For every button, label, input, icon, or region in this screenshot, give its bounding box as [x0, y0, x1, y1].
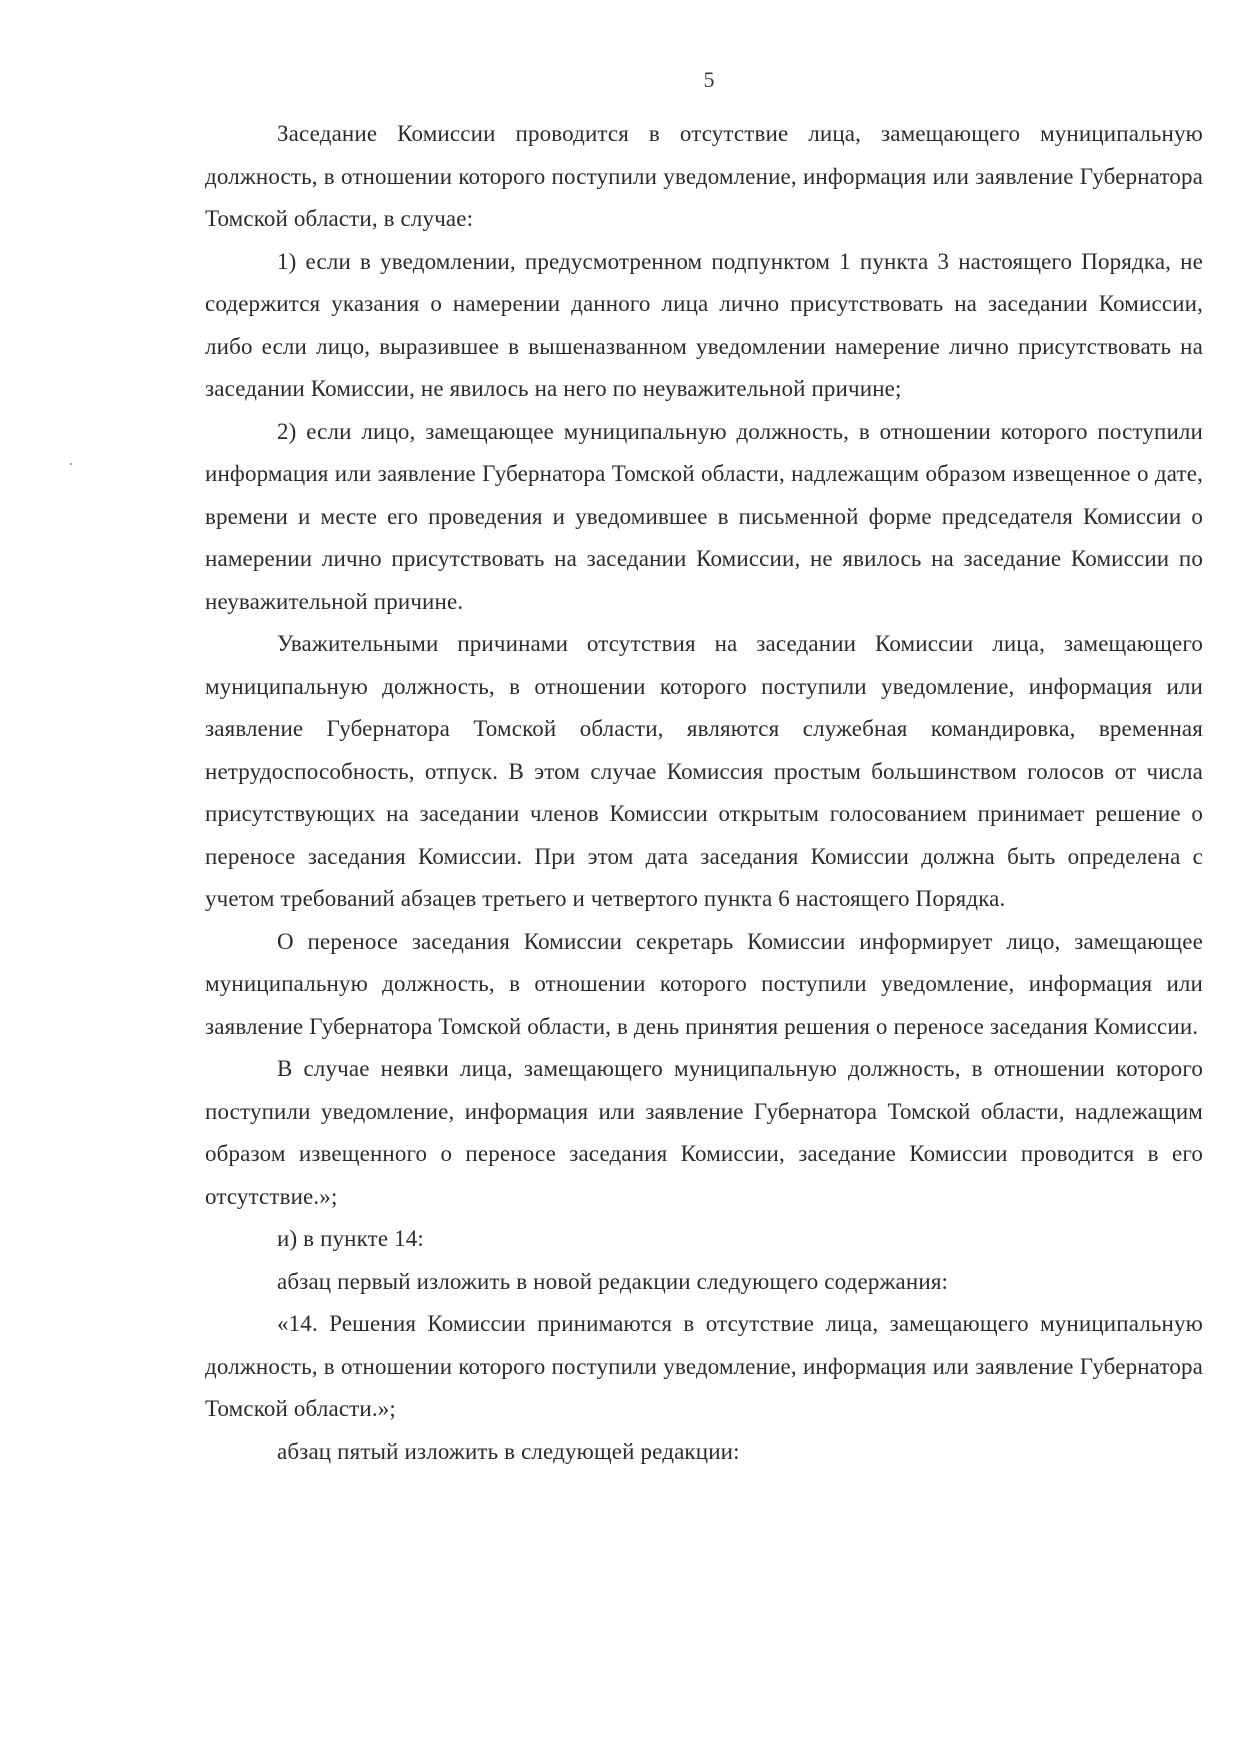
paragraph-decisions-14: «14. Решения Комиссии принимаются в отсутствие лица, замещающего муниципальную должность, в отношении которого поступили уведомление, информация или заявление Губернатора Томской области.»; — [205, 1311, 1203, 1421]
paragraph-case-2: 2) если лицо, замещающее муниципальную должность, в отношении которого поступили информация или заявление Губернатора Томской области, надлежащим образом извещенное о дате, времени и месте его проведения и уведомившее в письменной форме председателя Комиссии о намерении лично присутствовать на заседании Комиссии, не явилось на заседание Комиссии по неуважительной причине. — [205, 418, 1203, 614]
paragraph-non-appearance: В случае неявки лица, замещающего муниципальную должность, в отношении которого поступили уведомление, информация или заявление Губернатора Томской области, надлежащим образом извещенного о переносе заседания Комиссии, заседание Комиссии проводится в его отсутствие.»; — [205, 1056, 1203, 1209]
paragraph-postponement-notice: О переносе заседания Комиссии секретарь Комиссии информирует лицо, замещающее муниципальную должность, в отношении которого поступили уведомление, информация или заявление Губернатора Томской области, в день принятия решения о переносе заседания Комиссии. — [205, 928, 1203, 1039]
document-body — [205, 113, 1203, 1473]
paragraph-item-14: и) в пункте 14: — [277, 1226, 424, 1251]
paragraph-case-1: 1) если в уведомлении, предусмотренном подпунктом 1 пункта 3 настоящего Порядка, не содержится указания о намерении данного лица лично присутствовать на заседании Комиссии, либо если лицо, выразившее в вышеназванном уведомлении намерение лично присутствовать на заседании Комиссии, не явилось на него по неуважительной причине; — [205, 248, 1203, 401]
paragraph-fifth-abzac: абзац пятый изложить в следующей редакции: — [277, 1438, 740, 1464]
paragraph-first-abzac: абзац первый изложить в новой редакции следующего содержания: — [277, 1268, 949, 1294]
page-number: 5 — [703, 67, 715, 92]
scan-speck — [70, 463, 72, 465]
paragraph-session-absence: Заседание Комиссии проводится в отсутствие лица, замещающего муниципальную должность, в отношении которого поступили уведомление, информация или заявление Губернатора Томской области, в случае: — [205, 121, 1203, 231]
paragraph-valid-reasons: Уважительными причинами отсутствия на заседании Комиссии лица, замещающего муниципальную должность, в отношении которого поступили уведомление, информация или заявление Губернатора Томской области, являются служебная командировка, временная нетрудоспособность, отпуск. В этом случае Комиссия простым большинством голосов от числа присутствующих на заседании членов Комиссии открытым голосованием принимает решение о переносе заседания Комиссии. При этом дата заседания Комиссии должна быть определена с учетом требований абзацев третьего и четвертого пункта 6 настоящего Порядка. — [205, 631, 1203, 911]
